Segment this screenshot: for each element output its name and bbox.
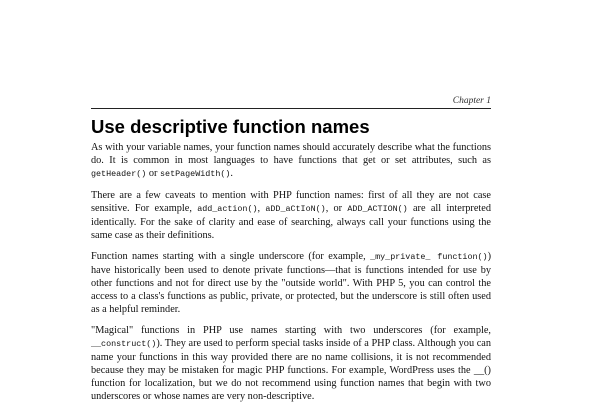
header-rule [91,108,491,109]
section-heading: Use descriptive function names [91,116,370,137]
chapter-running-header: Chapter 1 [452,96,491,106]
text-run: ). They are used to perform special tasks inside of a PHP class. Although you can name your functions in this way provided there are no name collisions, it is not recommended because they may be mistaken for magic PHP functions. For example, WordPress uses the __() function for localization, but we do not recommend using function names that begin with two underscores or whose names are very non-descriptive. [91,338,491,402]
text-run: . [230,168,233,179]
text-run: , [257,203,266,214]
inline-code: aDD_aCtIoN() [265,204,326,214]
inline-code: getHeader() [91,169,147,179]
paragraph-single-underscore [91,250,491,316]
page-content [91,116,491,403]
text-run: or [146,168,161,179]
text-run: ) have historically been used to denote private functions—that is functions intended for use by other functions and not for direct use by the "outside world". With PHP 5, you can control the access to a class's functions as public, private, or protected, but the underscore is still often used as a helpful reminder. [91,251,491,315]
paragraph-intro [91,141,491,181]
paragraph-magical-functions [91,324,491,403]
text-run: "Magical" functions in PHP use names starting with two underscores (for example, [91,325,491,336]
text-run: As with your variable names, your function names should accurately describe what the functions do. It is common in most languages to have functions that get or set attributes, such as [91,142,491,166]
inline-code: add_action() [197,204,258,214]
inline-code: _my_private_ function() [370,252,488,262]
text-run: Function names starting with a single underscore (for example, [91,251,371,262]
paragraph-case-sensitivity [91,189,491,242]
text-run: , or [325,203,348,214]
inline-code: ADD_ACTION() [347,204,408,214]
inline-code: __construct() [91,339,157,349]
text-run: There are a few caveats to mention with PHP function names: first of all they are not case sensitive. For example, [91,190,491,214]
text-run: are all interpreted identically. For the sake of clarity and ease of searching, always call your functions using the same case as their definitions. [91,203,491,241]
inline-code: setPageWidth() [160,169,231,179]
